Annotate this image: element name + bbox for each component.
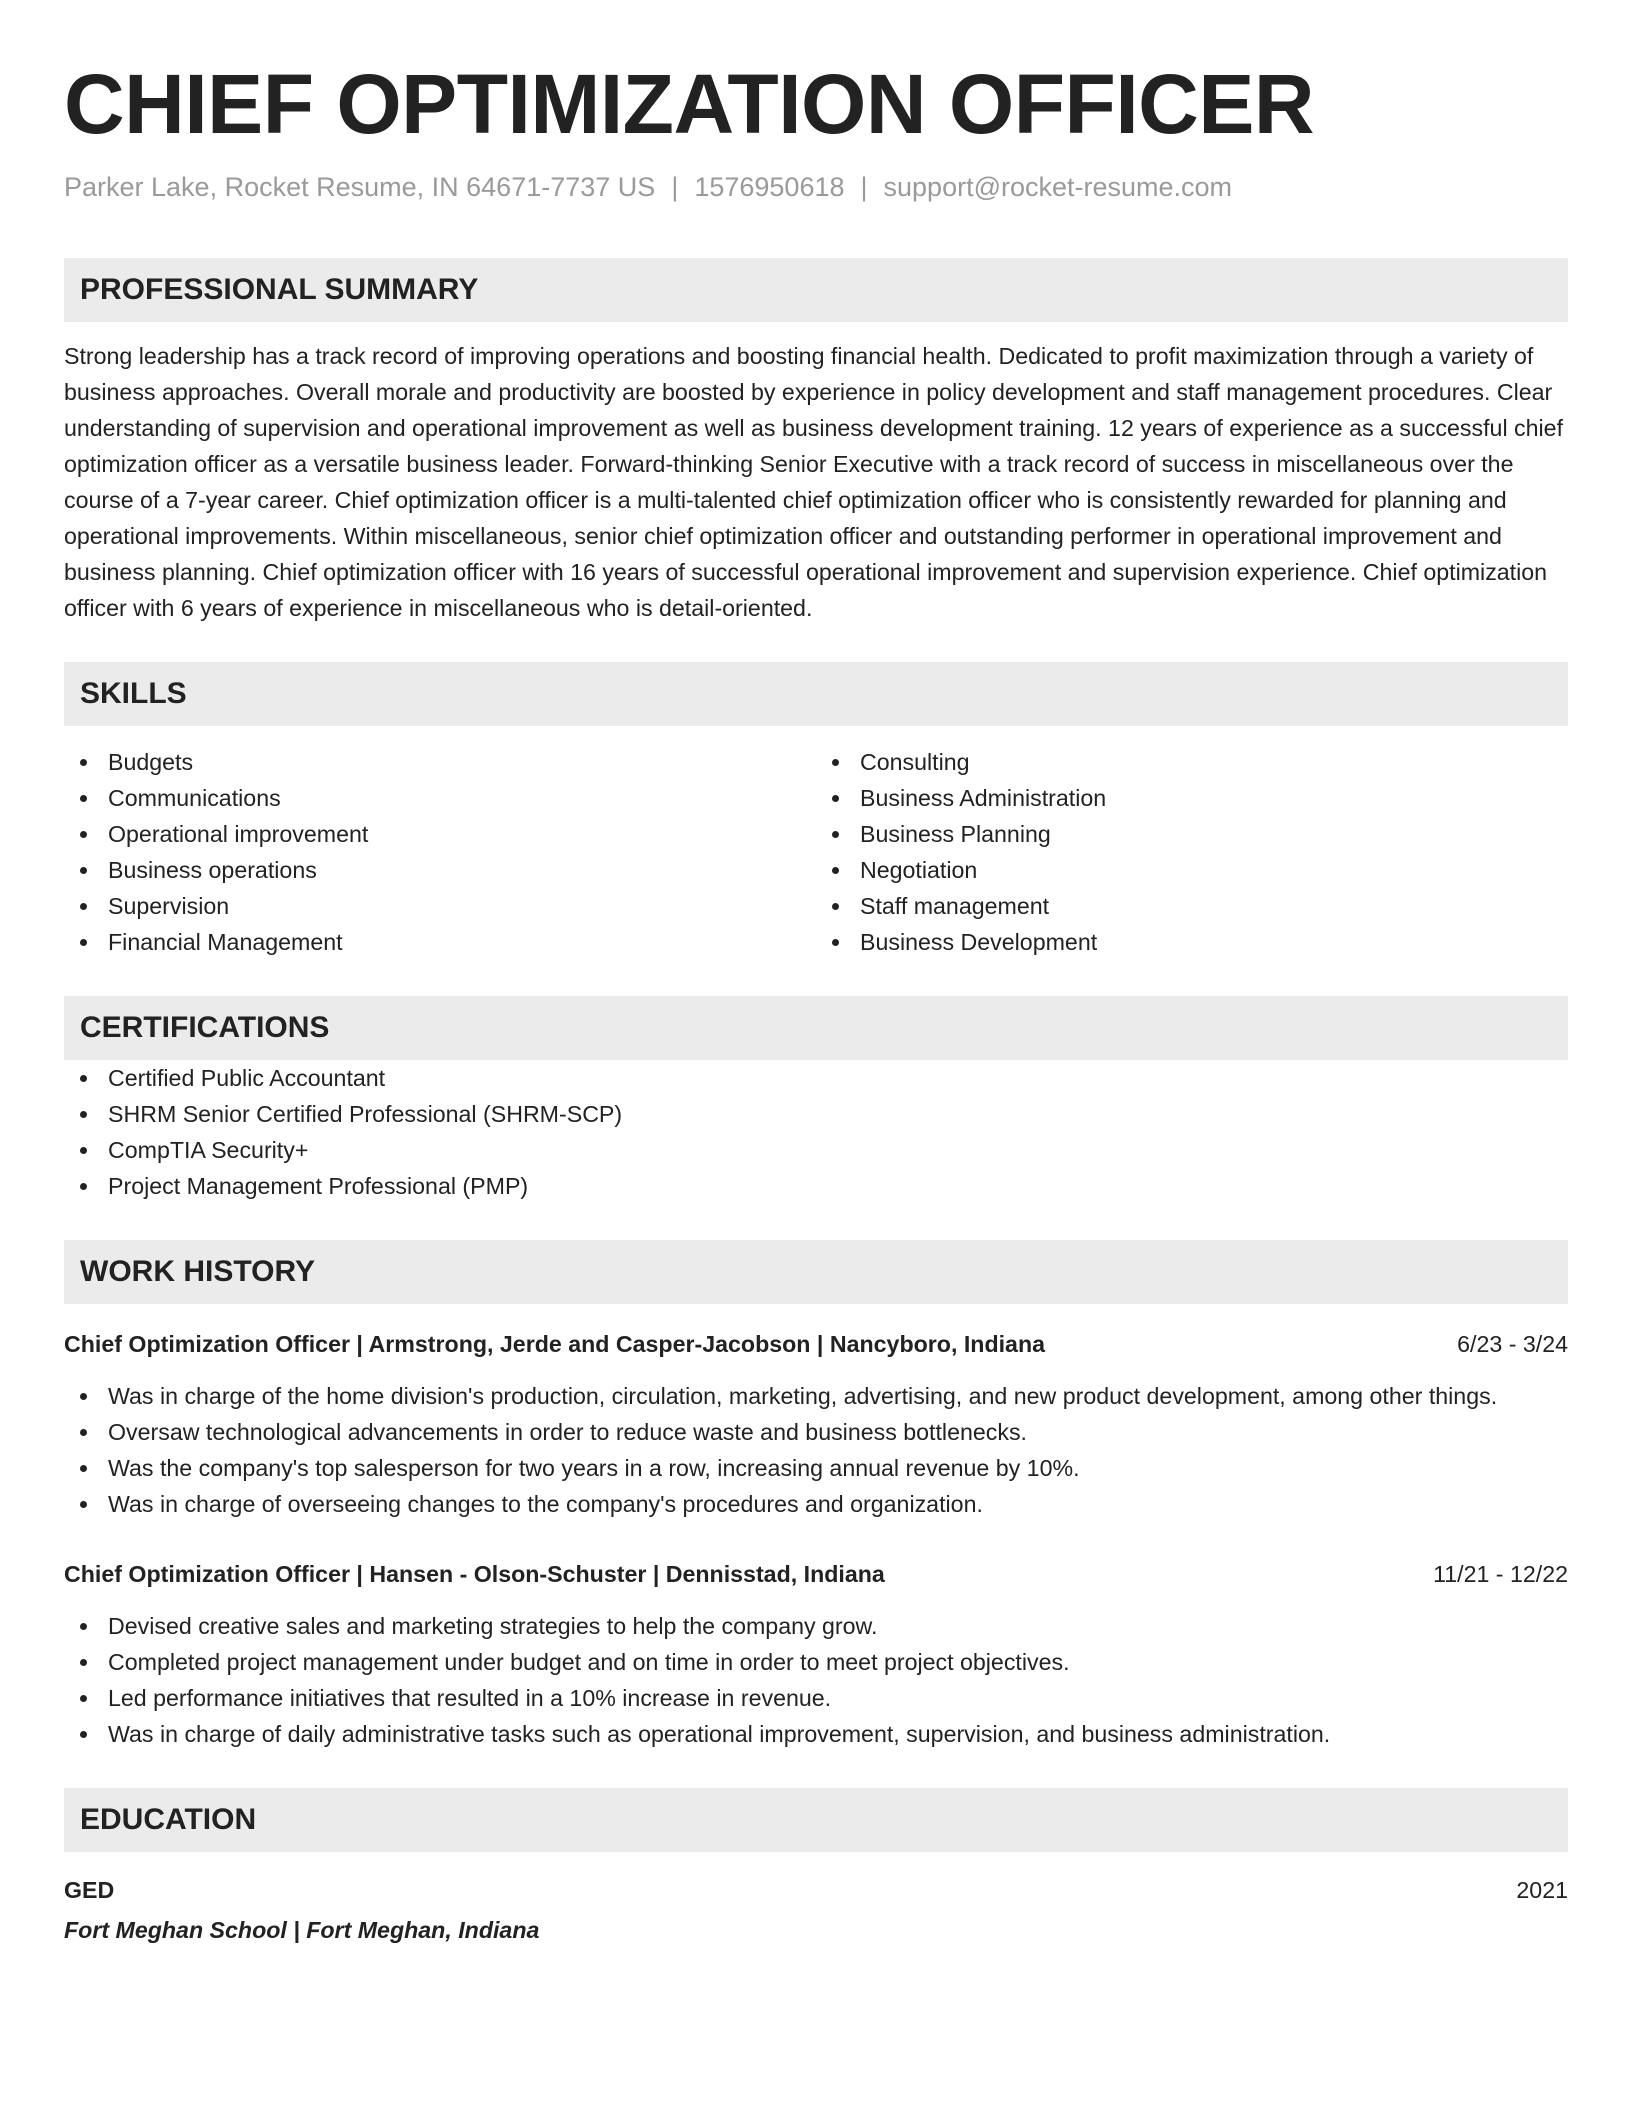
certification-item: Certified Public Accountant xyxy=(64,1060,1568,1096)
skill-item: Financial Management xyxy=(64,924,816,960)
section-heading-certifications: CERTIFICATIONS xyxy=(64,996,1568,1060)
section-heading-work-history: WORK HISTORY xyxy=(64,1240,1568,1304)
skill-item: Supervision xyxy=(64,888,816,924)
certification-item: Project Management Professional (PMP) xyxy=(64,1168,1568,1204)
education-year: 2021 xyxy=(1516,1877,1568,1903)
job-title: Chief Optimization Officer | Hansen - Olson-Schuster | Dennisstad, Indiana xyxy=(64,1561,885,1587)
job-bullets xyxy=(64,1378,1568,1522)
skill-item: Negotiation xyxy=(816,852,1568,888)
section-heading-education: EDUCATION xyxy=(64,1788,1568,1852)
skills-columns xyxy=(64,744,1568,960)
contact-address: Parker Lake, Rocket Resume, IN 64671-7737 US xyxy=(64,172,656,202)
contact-phone: 1576950618 xyxy=(694,172,845,202)
certification-item: SHRM Senior Certified Professional (SHRM-SCP) xyxy=(64,1096,1568,1132)
contact-separator: | xyxy=(860,172,868,202)
skill-item: Business Planning xyxy=(816,816,1568,852)
skill-item: Operational improvement xyxy=(64,816,816,852)
job-header xyxy=(64,1556,1568,1592)
education-school: Fort Meghan School | Fort Meghan, Indiana xyxy=(64,1917,540,1943)
job-bullet: Was the company's top salesperson for two years in a row, increasing annual revenue by 10%. xyxy=(64,1450,1568,1486)
job-bullet: Devised creative sales and marketing strategies to help the company grow. xyxy=(64,1608,1568,1644)
certifications-list xyxy=(64,1060,1568,1204)
job-dates: 11/21 - 12/22 xyxy=(1433,1561,1568,1587)
job-bullet: Was in charge of overseeing changes to the company's procedures and organization. xyxy=(64,1486,1568,1522)
job-title: Chief Optimization Officer | Armstrong, Jerde and Casper-Jacobson | Nancyboro, Indiana xyxy=(64,1331,1046,1357)
education-header xyxy=(64,1872,1568,1908)
job-entry xyxy=(64,1326,1568,1522)
skill-item: Consulting xyxy=(816,744,1568,780)
job-header xyxy=(64,1326,1568,1362)
skill-item: Communications xyxy=(64,780,816,816)
section-heading-summary: PROFESSIONAL SUMMARY xyxy=(64,258,1568,322)
certification-item: CompTIA Security+ xyxy=(64,1132,1568,1168)
education-entry xyxy=(64,1872,1568,1948)
job-bullet: Led performance initiatives that resulted in a 10% increase in revenue. xyxy=(64,1680,1568,1716)
contact-separator: | xyxy=(671,172,679,202)
job-bullet: Completed project management under budget and on time in order to meet project objectives. xyxy=(64,1644,1568,1680)
skill-item: Staff management xyxy=(816,888,1568,924)
contact-line xyxy=(64,170,1568,204)
summary-text: Strong leadership has a track record of improving operations and boosting financial health. Dedicated to profit maximization through a variety of business approaches. Overall morale and productivity are boosted by experience in policy development and staff management procedures. Clear understanding of supervision and operational improvement as well as business development training. 12 years of experience as a successful chief optimization officer as a versatile business leader. Forward-thinking Senior Executive with a track record of success in miscellaneous over the course of a 7-year career. Chief optimization officer is a multi-talented chief optimization officer who is consistently rewarded for planning and operational improvements. Within miscellaneous, senior chief optimization officer and outstanding performer in operational improvement and business planning. Chief optimization officer with 16 years of successful operational improvement and supervision experience. Chief optimization officer with 6 years of experience in miscellaneous who is detail-oriented. xyxy=(64,343,1564,621)
skill-item: Business Development xyxy=(816,924,1568,960)
skill-item: Budgets xyxy=(64,744,816,780)
contact-email[interactable]: support@rocket-resume.com xyxy=(883,172,1233,202)
section-heading-skills: SKILLS xyxy=(64,662,1568,726)
resume-title: CHIEF OPTIMIZATION OFFICER xyxy=(64,57,1315,151)
education-degree: GED xyxy=(64,1877,115,1903)
skills-list-right xyxy=(816,744,1568,960)
job-entry xyxy=(64,1556,1568,1752)
skills-list-left xyxy=(64,744,816,960)
skill-item: Business Administration xyxy=(816,780,1568,816)
skill-item: Business operations xyxy=(64,852,816,888)
job-dates: 6/23 - 3/24 xyxy=(1457,1331,1568,1357)
job-bullets xyxy=(64,1608,1568,1752)
job-bullet: Was in charge of the home division's production, circulation, marketing, advertising, and new product development, among other things. xyxy=(64,1378,1568,1414)
job-bullet: Was in charge of daily administrative tasks such as operational improvement, supervision, and business administration. xyxy=(64,1716,1568,1752)
job-bullet: Oversaw technological advancements in order to reduce waste and business bottlenecks. xyxy=(64,1414,1568,1450)
